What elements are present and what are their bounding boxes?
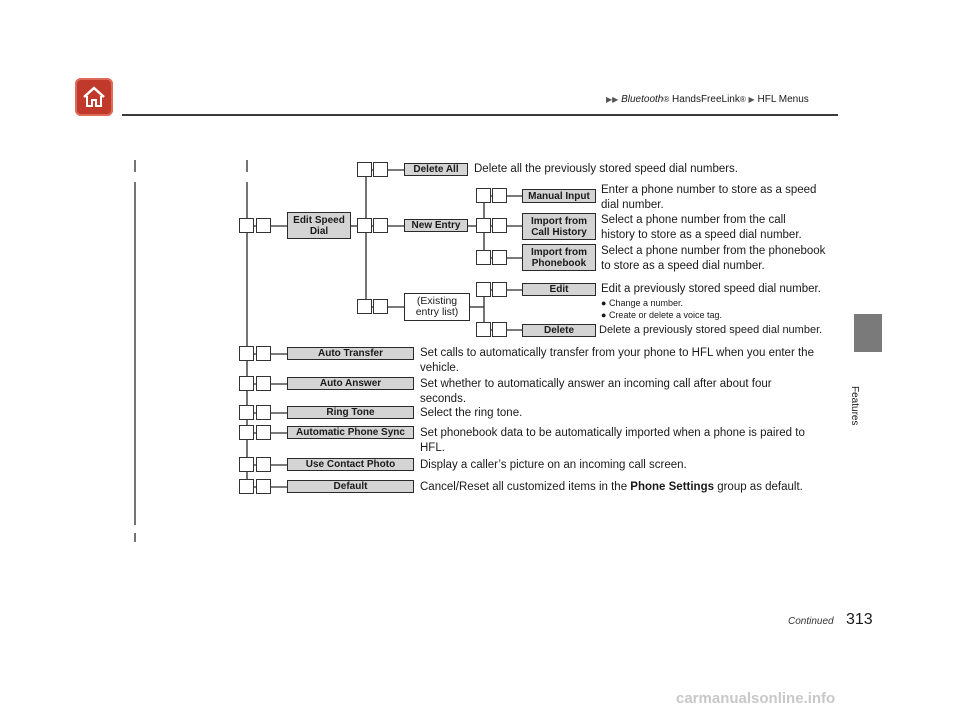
import-phonebook-label: Import from Phonebook: [530, 246, 588, 269]
voice-icon: [256, 346, 271, 361]
auto-transfer-desc: Set calls to automatically transfer from your phone to HFL when you enter the vehicle.: [420, 347, 814, 374]
phone-icon: [476, 188, 491, 203]
default-desc: [420, 480, 820, 495]
voice-icon: [256, 479, 271, 494]
phone-icon: [357, 218, 372, 233]
breadcrumb-hfl-menus: HFL Menus: [757, 94, 809, 105]
phone-icon: [239, 346, 254, 361]
ring-tone-box[interactable]: [287, 406, 414, 419]
phone-icon: [239, 425, 254, 440]
new-entry-box[interactable]: [404, 219, 468, 232]
delete-desc: Delete a previously stored speed dial number.: [599, 324, 823, 336]
use-contact-photo-desc: Display a caller’s picture on an incoming call screen.: [420, 459, 687, 471]
auto-answer-label: Auto Answer: [319, 378, 382, 389]
ring-tone-desc: Select the ring tone.: [420, 407, 523, 419]
auto-answer-desc: Set whether to automatically answer an incoming call after about four seconds.: [420, 378, 772, 405]
edit-bullet-2-text: Create or delete a voice tag.: [608, 310, 723, 320]
auto-transfer-label: Auto Transfer: [317, 348, 383, 359]
delete-box[interactable]: [522, 324, 596, 337]
delete-all-label: Delete All: [413, 164, 459, 175]
voice-icon: [492, 250, 507, 265]
voice-icon: [256, 376, 271, 391]
voice-icon: [256, 425, 271, 440]
default-label: Default: [333, 481, 368, 492]
section-label-text: Features: [849, 386, 860, 426]
auto-transfer-box[interactable]: [287, 347, 414, 360]
auto-phone-sync-desc: Set phonebook data to be automatically imported when a phone is paired to HFL.: [420, 427, 805, 454]
edit-bullet-2: ● Create or delete a voice tag.: [601, 310, 723, 320]
breadcrumb-hfl: HandsFreeLink: [672, 94, 740, 105]
edit-bullet-1: ● Change a number.: [601, 298, 683, 308]
phone-icon: [357, 162, 372, 177]
manual-input-desc: Enter a phone number to store as a speed dial number.: [601, 184, 817, 211]
phone-icon: [357, 299, 372, 314]
phone-icon: [476, 250, 491, 265]
use-contact-photo-label: Use Contact Photo: [305, 459, 396, 470]
auto-phone-sync-box[interactable]: [287, 426, 414, 439]
existing-entry-box[interactable]: [404, 293, 470, 321]
delete-all-desc: Delete all the previously stored speed dial numbers.: [474, 163, 739, 175]
voice-icon: [373, 162, 388, 177]
import-phonebook-desc: Select a phone number from the phonebook to store as a speed dial number.: [601, 245, 826, 272]
auto-phone-sync-label: Automatic Phone Sync: [296, 427, 405, 438]
phone-icon: [239, 405, 254, 420]
breadcrumb-arrow-icon: ▶▶: [606, 95, 619, 104]
voice-icon: [492, 218, 507, 233]
phone-icon: [239, 218, 254, 233]
default-desc-post: group as default.: [714, 481, 803, 493]
phone-icon: [239, 376, 254, 391]
reg-mark: ®: [739, 95, 746, 104]
breadcrumb-arrow-icon: ▶: [748, 95, 755, 104]
edit-speed-dial-label: Edit Speed Dial: [293, 214, 345, 237]
phone-icon: [476, 282, 491, 297]
default-desc-bold: Phone Settings: [630, 481, 714, 493]
watermark: carmanualsonline.info: [676, 690, 836, 707]
new-entry-label: New Entry: [411, 220, 461, 231]
manual-input-label: Manual Input: [528, 190, 590, 202]
edit-box[interactable]: [522, 283, 596, 296]
auto-answer-box[interactable]: [287, 377, 414, 390]
voice-icon: [256, 457, 271, 472]
delete-label: Delete: [543, 325, 574, 336]
voice-icon: [373, 299, 388, 314]
voice-icon: [492, 322, 507, 337]
default-desc-pre: Cancel/Reset all customized items in the: [420, 481, 631, 493]
import-call-history-label: Import from Call History: [530, 215, 588, 238]
continued-label: Continued: [788, 616, 834, 627]
edit-speed-dial-box[interactable]: [287, 212, 351, 239]
voice-icon: [492, 188, 507, 203]
voice-icon: [256, 218, 271, 233]
edit-desc: Edit a previously stored speed dial number.: [601, 283, 821, 295]
voice-icon: [373, 218, 388, 233]
edit-bullet-1-text: Change a number.: [608, 298, 683, 308]
phone-icon: [239, 479, 254, 494]
voice-icon: [492, 282, 507, 297]
manual-input-box[interactable]: [522, 189, 596, 203]
voice-icon: [256, 405, 271, 420]
existing-entry-label: (Existing entry list): [415, 295, 459, 318]
phone-icon: [239, 457, 254, 472]
import-call-history-desc: Select a phone number from the call history to store as a speed dial number.: [601, 214, 802, 241]
import-call-history-box[interactable]: [522, 213, 596, 240]
import-phonebook-box[interactable]: [522, 244, 596, 271]
page-number: 313: [846, 611, 873, 628]
phone-icon: [476, 218, 491, 233]
delete-all-box[interactable]: [404, 163, 468, 176]
use-contact-photo-box[interactable]: [287, 458, 414, 471]
ring-tone-label: Ring Tone: [326, 407, 375, 418]
edit-label: Edit: [549, 284, 569, 295]
breadcrumb-bluetooth: Bluetooth: [621, 94, 664, 105]
default-box[interactable]: [287, 480, 414, 493]
phone-icon: [476, 322, 491, 337]
reg-mark: ®: [663, 95, 670, 104]
